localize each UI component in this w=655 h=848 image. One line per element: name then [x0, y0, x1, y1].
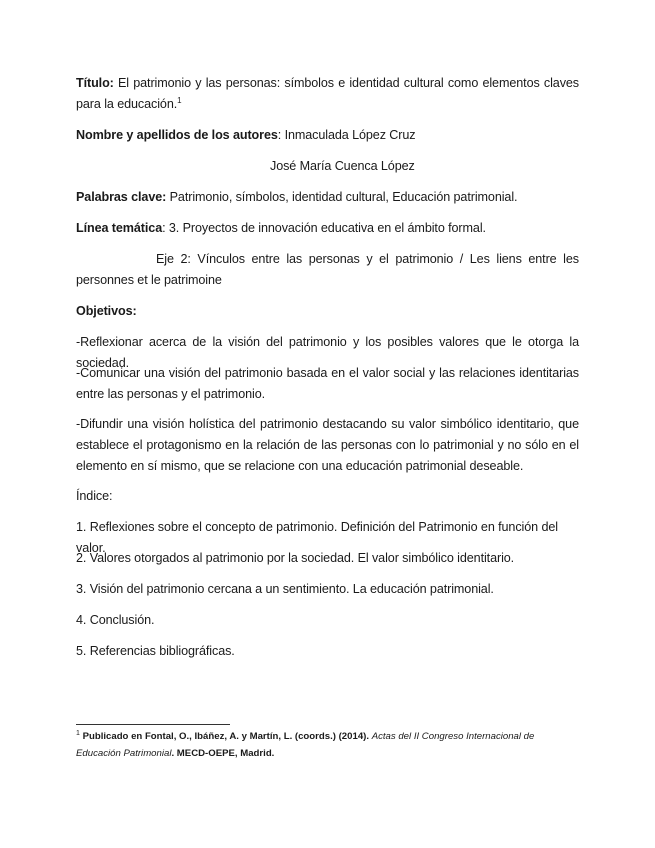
index-item: 3. Visión del patrimonio cercana a un sentimiento. La educación patrimonial. — [76, 582, 494, 596]
keywords-text: Patrimonio, símbolos, identidad cultural, Educación patrimonial. — [166, 190, 518, 204]
footnote-italic: Actas del II Congreso Internacional de Educación Patrimonial — [76, 731, 535, 759]
footnote — [76, 728, 579, 762]
keywords-label: Palabras clave: — [76, 190, 167, 204]
index-item: 2. Valores otorgados al patrimonio por la sociedad. El valor simbólico identitario. — [76, 551, 515, 565]
objective-item: -Difundir una visión holística del patrimonio destacando su valor simbólico identitario, que establece el protagonismo en la relación de las personas con lo patrimonial y no sólo en el elemento en sí mismo, que se relacione con una educación patrimonial deseable. — [76, 417, 579, 473]
title-label: Título: — [76, 76, 114, 90]
title-paragraph — [76, 73, 579, 115]
index-item: 5. Referencias bibliográficas. — [76, 644, 235, 658]
footnote-number: 1 — [76, 729, 80, 737]
authors-label: Nombre y apellidos de los autores — [76, 128, 278, 142]
theme-text: : 3. Proyectos de innovación educativa en el ámbito formal. — [162, 221, 486, 235]
theme-paragraph — [76, 218, 579, 239]
objective-item: -Comunicar una visión del patrimonio basada en el valor social y las relaciones identitarias entre las personas y el patrimonio. — [76, 366, 579, 401]
index-item: 4. Conclusión. — [76, 613, 155, 627]
theme-label: Línea temática — [76, 221, 163, 235]
footnote-tail: . MECD-OEPE, Madrid. — [171, 748, 275, 759]
keywords-paragraph — [76, 187, 579, 208]
theme-axis: Eje 2: Vínculos entre las personas y el patrimonio / Les liens entre les personnes et le patrimoine — [76, 252, 579, 287]
footnote-separator — [76, 724, 230, 725]
index-item: 1. Reflexiones sobre el concepto de patrimonio. Definición del Patrimonio en función del valor. — [76, 520, 558, 555]
objective-item: -Reflexionar acerca de la visión del patrimonio y los posibles valores que le otorga la sociedad. — [76, 335, 579, 370]
authors-paragraph — [76, 125, 579, 146]
footnote-ref: 1 — [177, 95, 182, 105]
footnote-lead: Publicado en Fontal, O., Ibáñez, A. y Martín, L. (coords.) (2014). — [82, 731, 372, 742]
index-heading: Índice: — [76, 489, 113, 503]
title-text: El patrimonio y las personas: símbolos e identidad cultural como elementos claves para la educación. — [76, 76, 579, 111]
objectives-heading: Objetivos: — [76, 304, 137, 318]
author-second: José María Cuenca López — [270, 159, 415, 173]
author-first: : Inmaculada López Cruz — [277, 128, 416, 142]
